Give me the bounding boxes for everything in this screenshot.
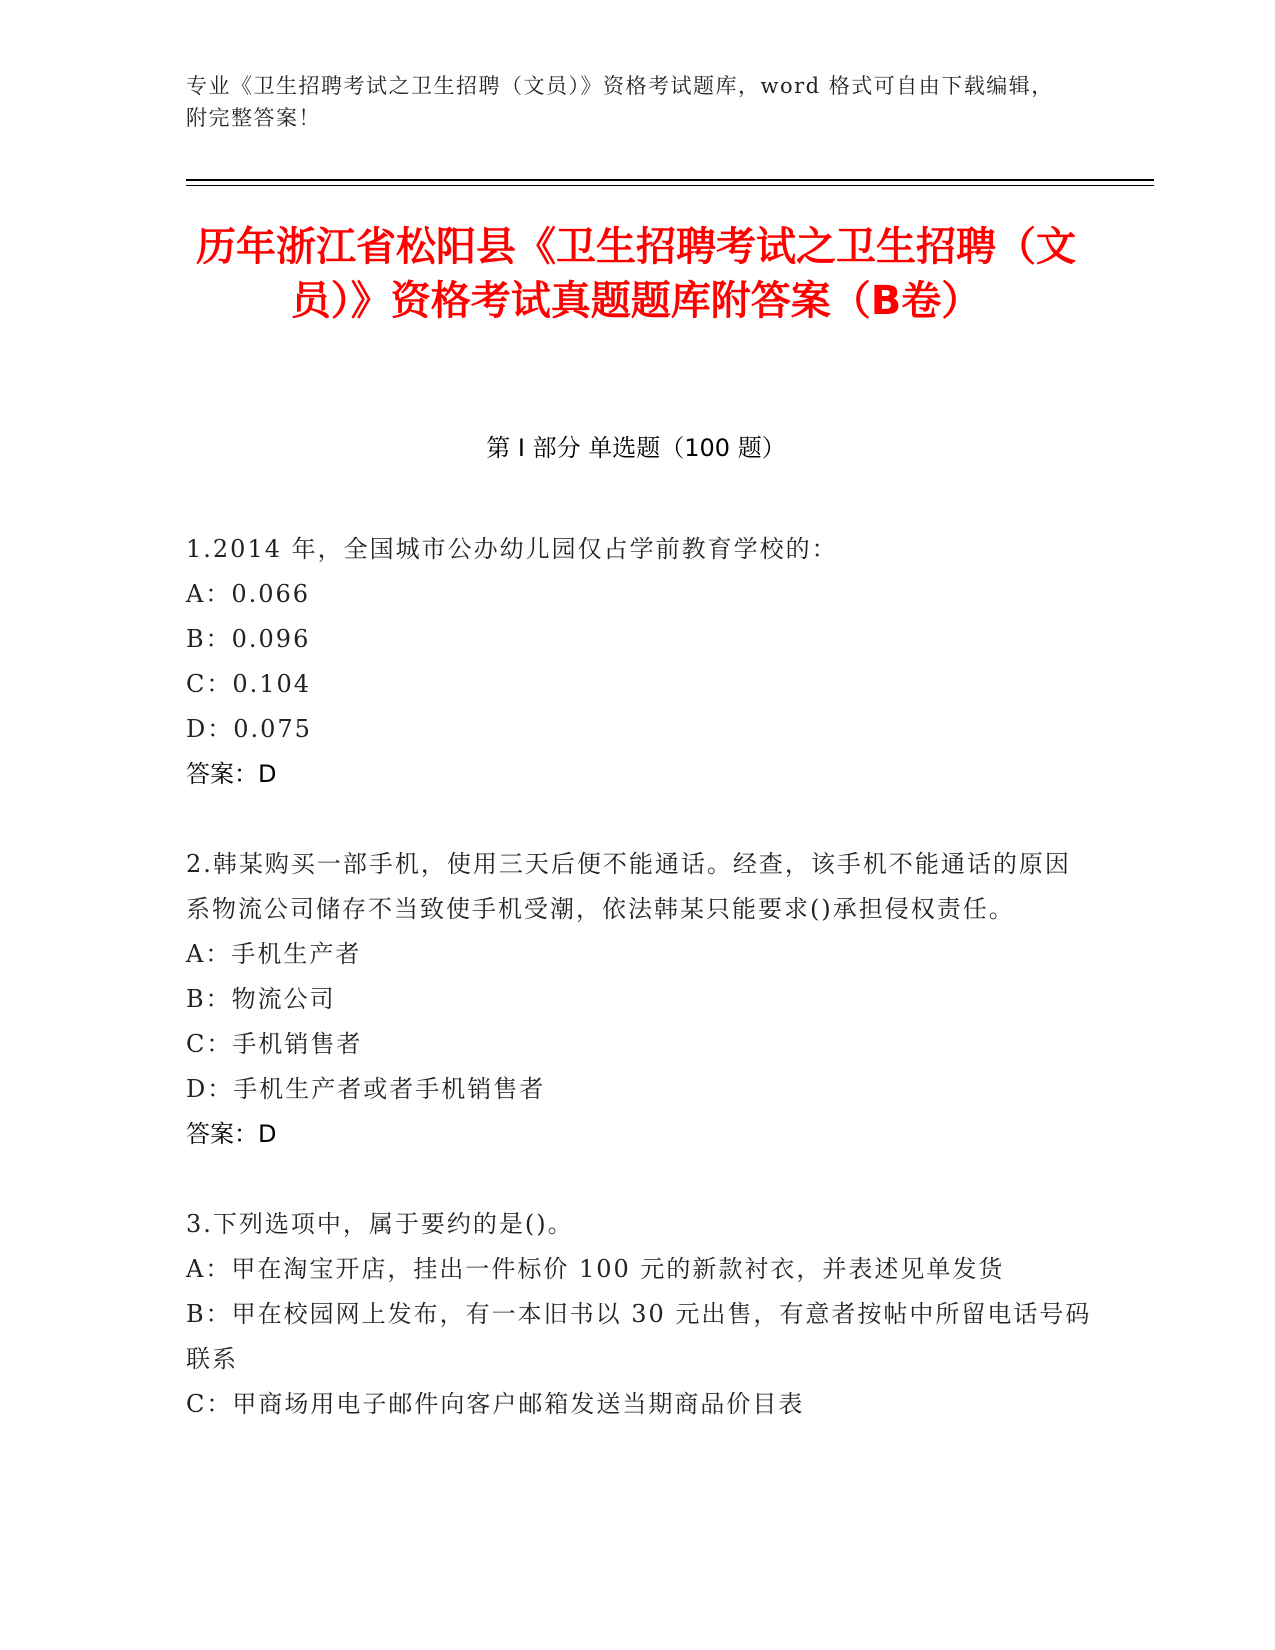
answer-line xyxy=(186,1112,1096,1157)
question-2 xyxy=(186,842,1096,1157)
option-b: B：0.096 xyxy=(186,625,311,653)
option-d: D：手机生产者或者手机销售者 xyxy=(186,1075,546,1103)
option-b: B：甲在校园网上发布，有一本旧书以 30 元出售，有意者按帖中所留电话号码联系 xyxy=(186,1300,1092,1373)
option-b: B：物流公司 xyxy=(186,985,336,1013)
question-stem: 3.下列选项中，属于要约的是()。 xyxy=(186,1210,574,1238)
question-list xyxy=(186,527,1096,1472)
option-d: D：0.075 xyxy=(186,715,312,743)
answer-label: 答案： xyxy=(186,760,258,788)
question-stem: 1.2014 年，全国城市公办幼儿园仅占学前教育学校的： xyxy=(186,535,838,563)
question-3 xyxy=(186,1202,1096,1427)
question-1 xyxy=(186,527,1096,797)
option-c: C：甲商场用电子邮件向客户邮箱发送当期商品价目表 xyxy=(186,1390,805,1418)
answer-value: D xyxy=(258,1120,277,1148)
header-divider-thick xyxy=(186,179,1154,181)
option-a: A：手机生产者 xyxy=(186,940,362,968)
answer-line xyxy=(186,752,1096,797)
option-c: C：0.104 xyxy=(186,670,312,698)
option-a: A：0.066 xyxy=(186,580,311,608)
header-divider-thin xyxy=(186,185,1154,186)
document-title: 历年浙江省松阳县《卫生招聘考试之卫生招聘（文员）》资格考试真题题库附答案（B卷） xyxy=(196,224,1076,324)
question-stem: 2.韩某购买一部手机，使用三天后便不能通话。经查，该手机不能通话的原因系物流公司储存不当致使手机受潮，依法韩某只能要求()承担侵权责任。 xyxy=(186,850,1071,923)
option-a: A：甲在淘宝开店，挂出一件标价 100 元的新款衬衣，并表述见单发货 xyxy=(186,1255,1005,1283)
option-c: C：手机销售者 xyxy=(186,1030,363,1058)
answer-label: 答案： xyxy=(186,1120,258,1148)
answer-value: D xyxy=(258,760,277,788)
header-note: 专业《卫生招聘考试之卫生招聘（文员）》资格考试题库，word 格式可自由下载编辑，附完整答案！ xyxy=(186,74,1054,130)
section-heading: 第 I 部分 单选题（100 题） xyxy=(486,434,786,462)
